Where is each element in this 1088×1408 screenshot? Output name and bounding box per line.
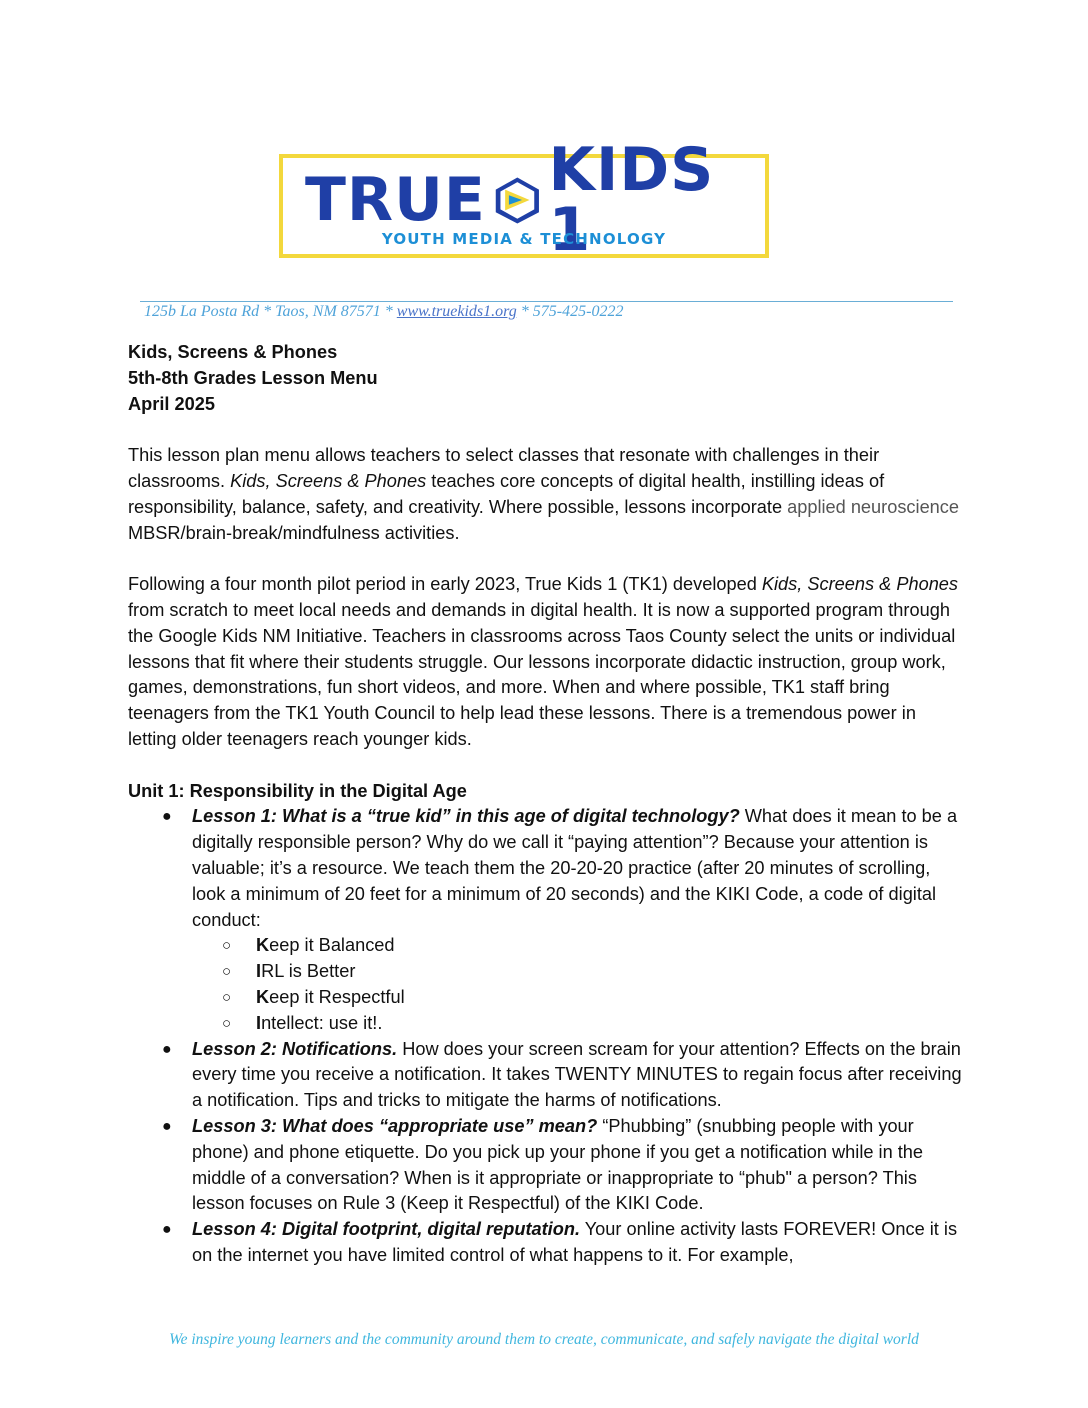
program-name: Kids, Screens & Phones bbox=[230, 470, 427, 491]
intro-paragraph-1: This lesson plan menu allows teachers to select classes that resonate with challenges in their classrooms. Kids, Screens & Phones teaches core concepts of digital health, instilling ideas of responsibility, balance, safety, and creativity. Where possible, lessons incorporate applied neuroscience MBSR/brain-break/mindfulness activities. bbox=[128, 445, 960, 543]
letterhead-address bbox=[144, 303, 623, 321]
kiki-item: ○ Keep it Balanced bbox=[192, 933, 963, 959]
lesson-body: What does it mean to be a digitally responsible person? Why do we call it “paying attention”? Because your attention is valuable; it’s a resource. We teach them the 20-20-20 practice (after 20 minutes of scrolling, look a minimum of 20 feet for a minimum of 20 seconds) and the KIKI Code, a code of digital conduct: bbox=[192, 806, 958, 930]
circle-bullet-icon: ○ bbox=[222, 963, 232, 981]
kiki-code-list bbox=[192, 933, 963, 1036]
phone-text: * 575-425-0222 bbox=[516, 303, 624, 320]
lesson-body: “Phubbing” (snubbing people with your phone) and phone etiquette. Do you pick up your phone if you get a notification while in the middle of a conversation? When is it appropriate or inappropriate to “phub" a person? This lesson focuses on Rule 3 (Keep it Respectful) of the KIKI Code. bbox=[192, 1115, 924, 1214]
unit-title: Unit 1: Responsibility in the Digital Age bbox=[128, 780, 467, 801]
bullet-icon: ● bbox=[162, 808, 172, 826]
website-link[interactable]: www.truekids1.org bbox=[396, 303, 517, 320]
letterhead-rule bbox=[140, 301, 953, 302]
logo-subtitle: YOUTH MEDIA & TECHNOLOGY bbox=[381, 230, 667, 248]
lesson-item bbox=[128, 1217, 963, 1269]
logo bbox=[279, 135, 769, 265]
play-cube-icon bbox=[492, 173, 543, 227]
doc-date: April 2025 bbox=[128, 393, 215, 414]
address-text: 125b La Posta Rd * Taos, NM 87571 * bbox=[144, 303, 397, 320]
applied-neuroscience-text: applied neuroscience bbox=[787, 496, 960, 517]
program-name: Kids, Screens & Phones bbox=[761, 574, 959, 595]
lesson-title: Lesson 2: Notifications. bbox=[192, 1038, 398, 1059]
kiki-item: ○ Keep it Respectful bbox=[192, 985, 963, 1011]
doc-subtitle: 5th-8th Grades Lesson Menu bbox=[128, 367, 378, 388]
bullet-icon: ● bbox=[162, 1117, 172, 1135]
lesson-title: Lesson 1: What is a “true kid” in this age of digital technology? bbox=[192, 806, 740, 827]
circle-bullet-icon: ○ bbox=[222, 988, 232, 1006]
kiki-item: ○ IRL is Better bbox=[192, 959, 963, 985]
lesson-body: How does your screen scream for your attention? Effects on the brain every time you receive a notification. It takes TWENTY MINUTES to regain focus after receiving a notification. Tips and tricks to mitigate the harms of notifications. bbox=[192, 1038, 962, 1111]
circle-bullet-icon: ○ bbox=[222, 937, 232, 955]
doc-title: Kids, Screens & Phones bbox=[128, 342, 338, 362]
lesson-item bbox=[128, 804, 963, 1036]
lesson-body: Your online activity lasts FOREVER! Once it is on the internet you have limited control of what happens to it. For example, bbox=[192, 1219, 958, 1265]
bullet-icon: ● bbox=[162, 1040, 172, 1058]
logo-word-true: TRUE bbox=[305, 165, 486, 235]
circle-bullet-icon: ○ bbox=[222, 1014, 232, 1032]
lesson-title: Lesson 4: Digital footprint, digital reputation. bbox=[192, 1219, 580, 1240]
document-body bbox=[128, 340, 963, 1269]
bullet-icon: ● bbox=[162, 1221, 172, 1239]
kiki-item: ○ Intellect: use it!. bbox=[192, 1011, 963, 1037]
footer-motto: We inspire young learners and the community around them to create, communicate, and safely navigate the digital world bbox=[169, 1331, 919, 1348]
logo-word-kids: KIDS 1 bbox=[548, 135, 715, 265]
intro-paragraph-2: Following a four month pilot period in early 2023, True Kids 1 (TK1) developed Kids, Screens & Phones from scratch to meet local needs and demands in digital health. It is now a supported program through the Google Kids NM Initiative. Teachers in classrooms across Taos County select the units or individual lessons that fit where their students struggle. Our lessons incorporate didactic instruction, group work, games, demonstrations, fun short videos, and more. When and where possible, TK1 staff bring teenagers from the TK1 Youth Council to help lead these lessons. There is a tremendous power in letting older teenagers reach younger kids. bbox=[128, 574, 959, 749]
lesson-title: Lesson 3: What does “appropriate use” mean? bbox=[192, 1115, 598, 1136]
lesson-item bbox=[128, 1037, 963, 1114]
lesson-list bbox=[128, 804, 963, 1268]
lesson-item bbox=[128, 1114, 963, 1217]
